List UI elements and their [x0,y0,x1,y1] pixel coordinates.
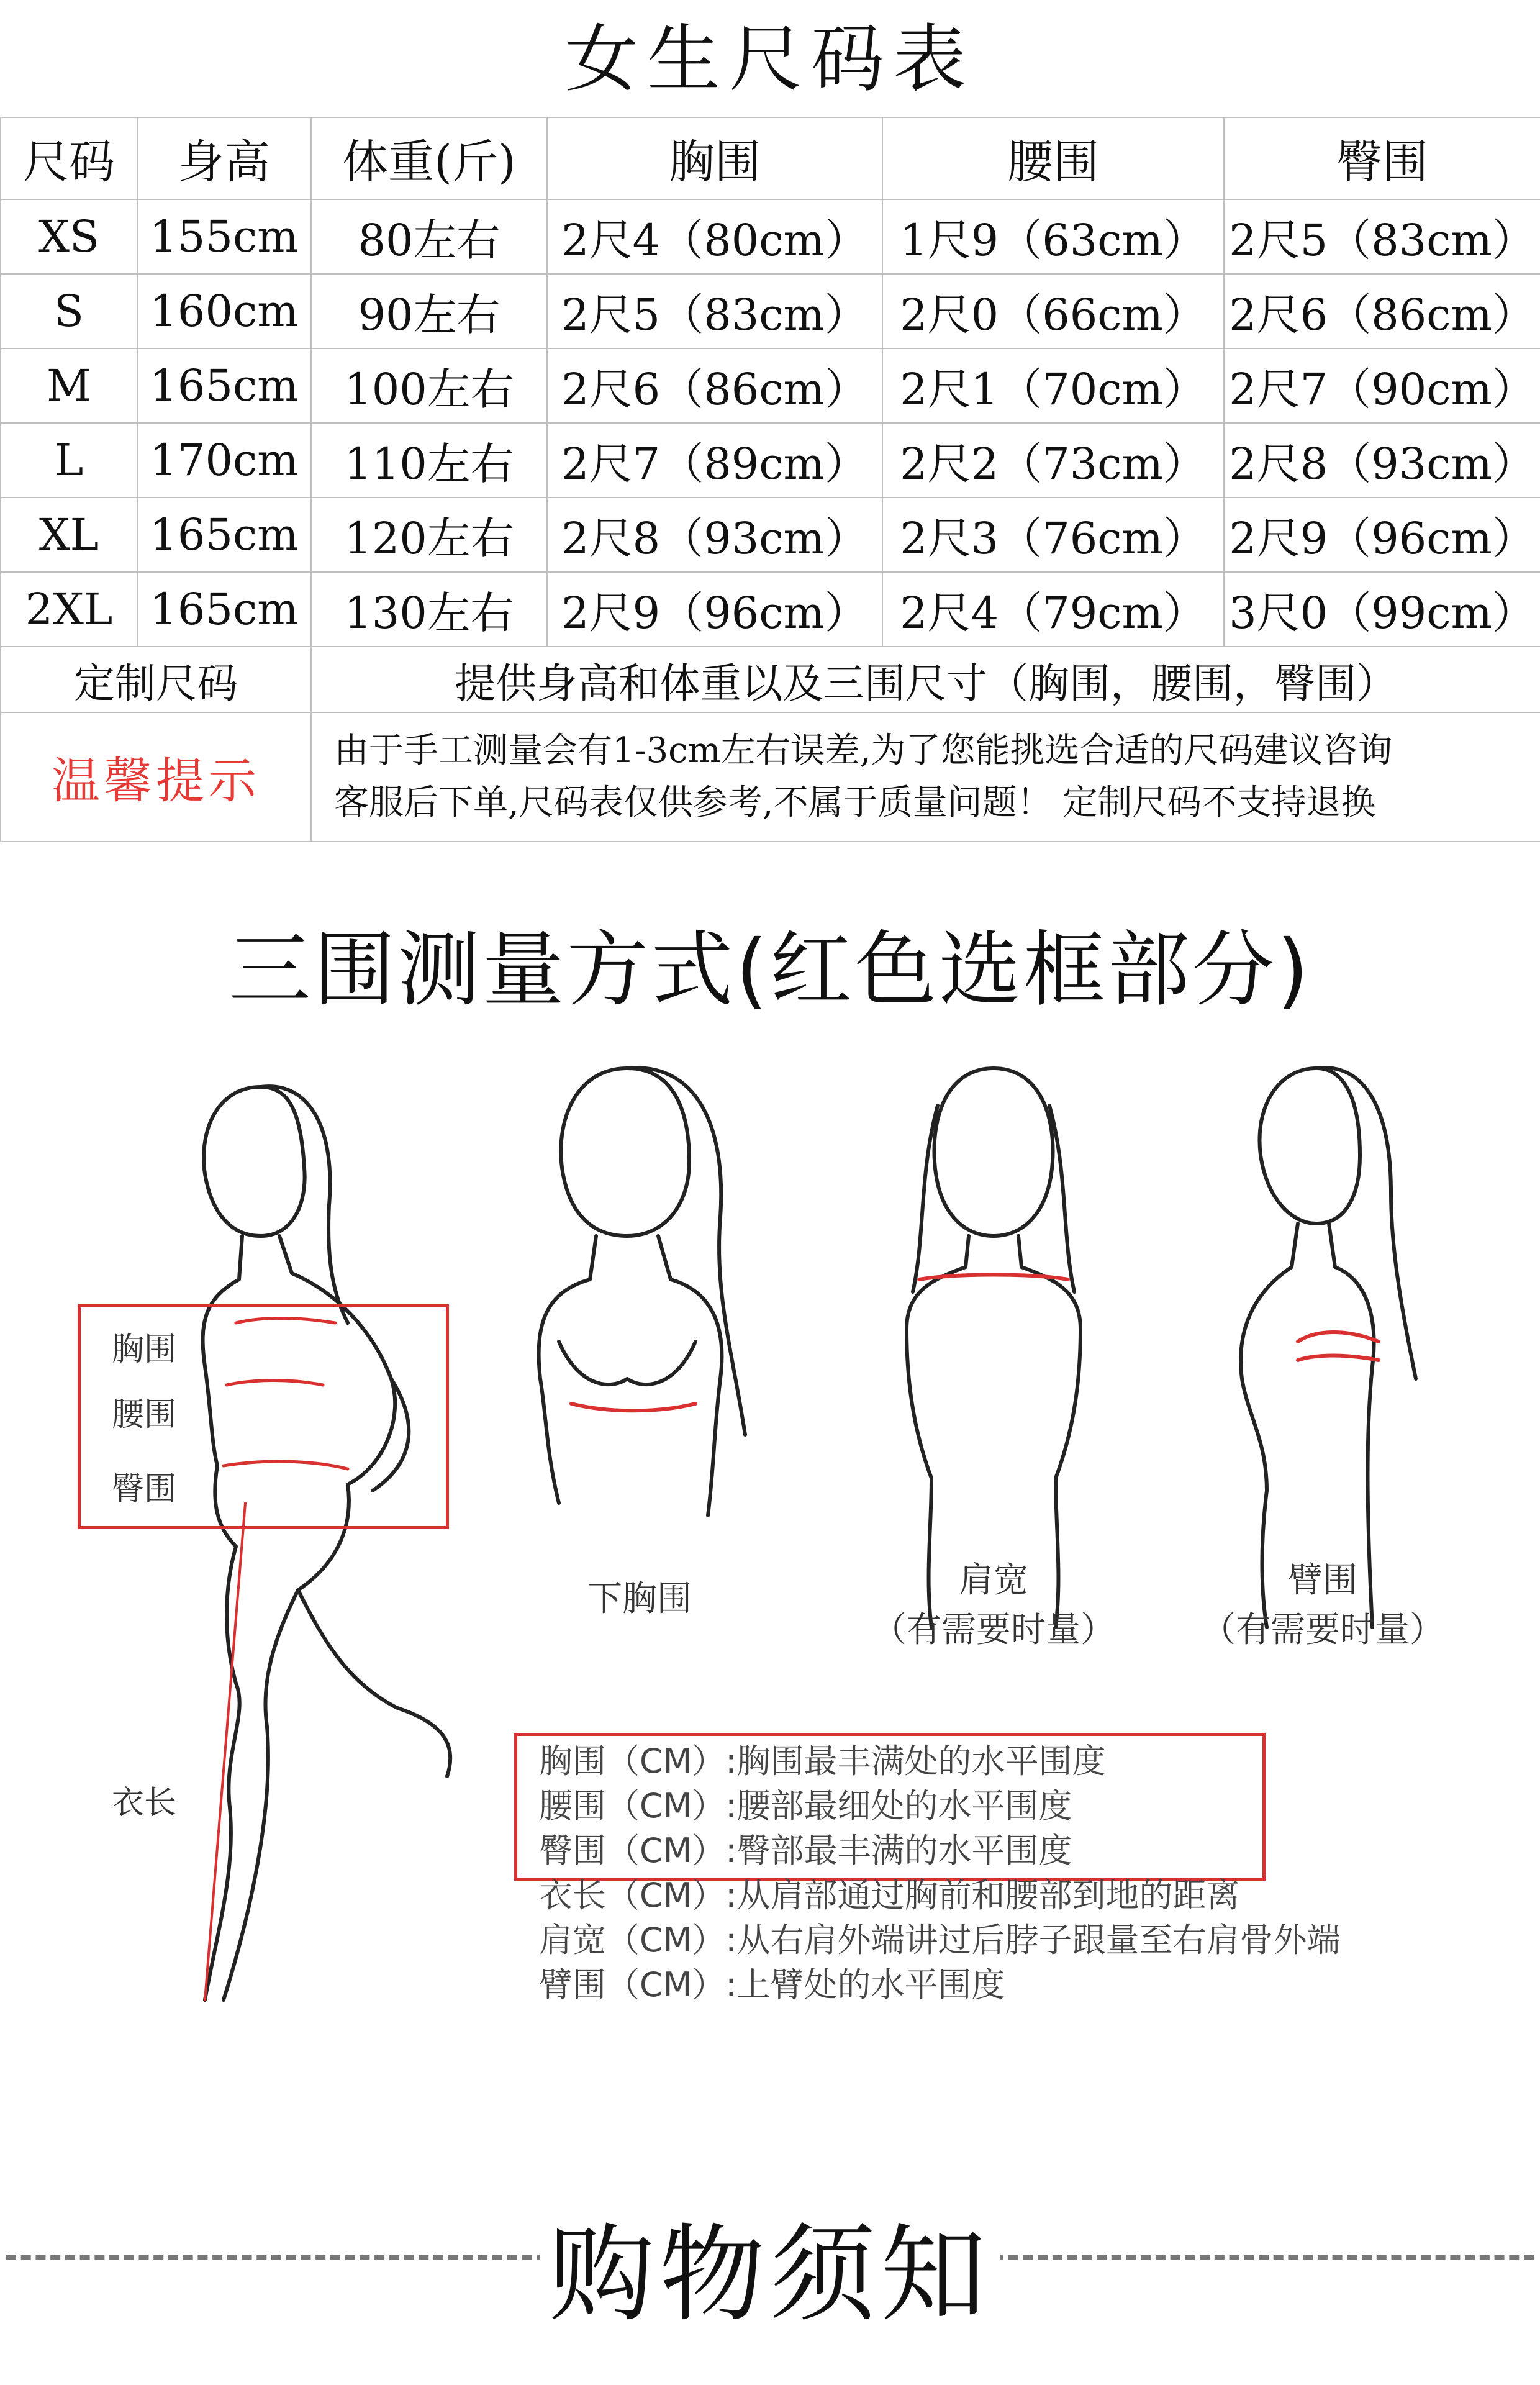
cell-bust: 2尺6（86cm） [547,348,882,423]
table-header-row [1,117,1540,199]
cell-weight: 130左右 [311,572,547,647]
custom-size-text: 提供身高和体重以及三围尺寸（胸围，腰围，臀围） [311,647,1540,712]
caption-shoulder-note: （有需要时量） [872,1610,1115,1650]
measurement-title: 三围测量方式(红色选框部分) [229,922,1311,1018]
header-bust: 胸围 [547,117,882,199]
side-label-hip: 臀围 [112,1471,177,1508]
arm-figure [1241,1068,1416,1627]
header-weight: 体重(斤) [311,117,547,199]
cell-height: 170cm [137,423,311,497]
note-length: 衣长（CM）:从肩部通过胸前和腰部到地的距离 [539,1876,1240,1915]
length-label: 衣长 [112,1784,177,1822]
cell-size: L [1,423,137,497]
cell-waist: 2尺0（66cm） [882,274,1224,348]
caption-arm [1186,1553,1459,1652]
cell-size: M [1,348,137,423]
size-chart-title: 女生尺码表 [564,16,975,102]
custom-size-row [1,647,1540,712]
cell-size: XL [1,497,137,572]
cell-bust: 2尺5（83cm） [547,274,882,348]
table-row [1,348,1540,423]
shopping-notice-header [0,2183,1540,2337]
note-hip: 臀围（CM）:臀部最丰满的水平围度 [539,1831,1072,1870]
cell-bust: 2尺8（93cm） [547,497,882,572]
note-bust: 胸围（CM）:胸围最丰满处的水平围度 [539,1742,1106,1781]
custom-size-label: 定制尺码 [1,647,311,712]
cell-bust: 2尺7（89cm） [547,423,882,497]
caption-shoulder [857,1553,1130,1652]
cell-size: 2XL [1,572,137,647]
cell-hip: 2尺9（96cm） [1224,497,1540,572]
cell-waist: 2尺4（79cm） [882,572,1224,647]
caption-arm-note: （有需要时量） [1201,1610,1444,1650]
side-label-waist: 腰围 [112,1396,177,1433]
cell-height: 165cm [137,572,311,647]
tip-text-line-2: 客服后下单,尺码表仅供参考,不属于质量问题！ 定制尺码不支持退换 [334,783,1376,823]
shopping-notice-title: 购物须知 [540,2214,1000,2337]
cell-hip: 2尺8（93cm） [1224,423,1540,497]
header-hip: 臀围 [1224,117,1540,199]
table-row [1,497,1540,572]
note-shoulder: 肩宽（CM）:从右肩外端讲过后脖子跟量至右肩骨外端 [539,1920,1341,1960]
cell-size: S [1,274,137,348]
cell-bust: 2尺9（96cm） [547,572,882,647]
cell-height: 160cm [137,274,311,348]
table-row [1,572,1540,647]
header-waist: 腰围 [882,117,1224,199]
side-label-bust: 胸围 [112,1331,177,1368]
cell-hip: 2尺5（83cm） [1224,199,1540,274]
header-height: 身高 [137,117,311,199]
header-size: 尺码 [1,117,137,199]
note-arm: 臂围（CM）:上臂处的水平围度 [539,1965,1005,2004]
full-body-figure [203,1086,451,2000]
cell-size: XS [1,199,137,274]
note-waist: 腰围（CM）:腰部最细处的水平围度 [539,1786,1072,1825]
cell-hip: 2尺7（90cm） [1224,348,1540,423]
caption-underbust: 下胸围 [587,1579,692,1619]
table-row [1,199,1540,274]
cell-weight: 120左右 [311,497,547,572]
size-chart-table [0,117,1540,842]
measurement-notes [539,1739,1520,2007]
tip-row [1,712,1540,842]
cell-waist: 2尺1（70cm） [882,348,1224,423]
cell-weight: 100左右 [311,348,547,423]
shoulder-figure [907,1068,1080,1627]
tip-text [311,712,1540,842]
cell-weight: 90左右 [311,274,547,348]
caption-arm-title: 臂围 [1288,1560,1357,1601]
table-row [1,423,1540,497]
underbust-figure [539,1068,745,1515]
cell-height: 165cm [137,497,311,572]
caption-shoulder-title: 肩宽 [959,1560,1028,1601]
table-row [1,274,1540,348]
cell-hip: 2尺6（86cm） [1224,274,1540,348]
cell-height: 165cm [137,348,311,423]
cell-hip: 3尺0（99cm） [1224,572,1540,647]
cell-waist: 1尺9（63cm） [882,199,1224,274]
cell-height: 155cm [137,199,311,274]
cell-weight: 110左右 [311,423,547,497]
cell-waist: 2尺2（73cm） [882,423,1224,497]
tip-label: 温馨提示 [1,712,311,842]
cell-waist: 2尺3（76cm） [882,497,1224,572]
cell-weight: 80左右 [311,199,547,274]
cell-bust: 2尺4（80cm） [547,199,882,274]
tip-text-line-1: 由于手工测量会有1-3cm左右误差,为了您能挑选合适的尺码建议咨询 [334,730,1393,771]
